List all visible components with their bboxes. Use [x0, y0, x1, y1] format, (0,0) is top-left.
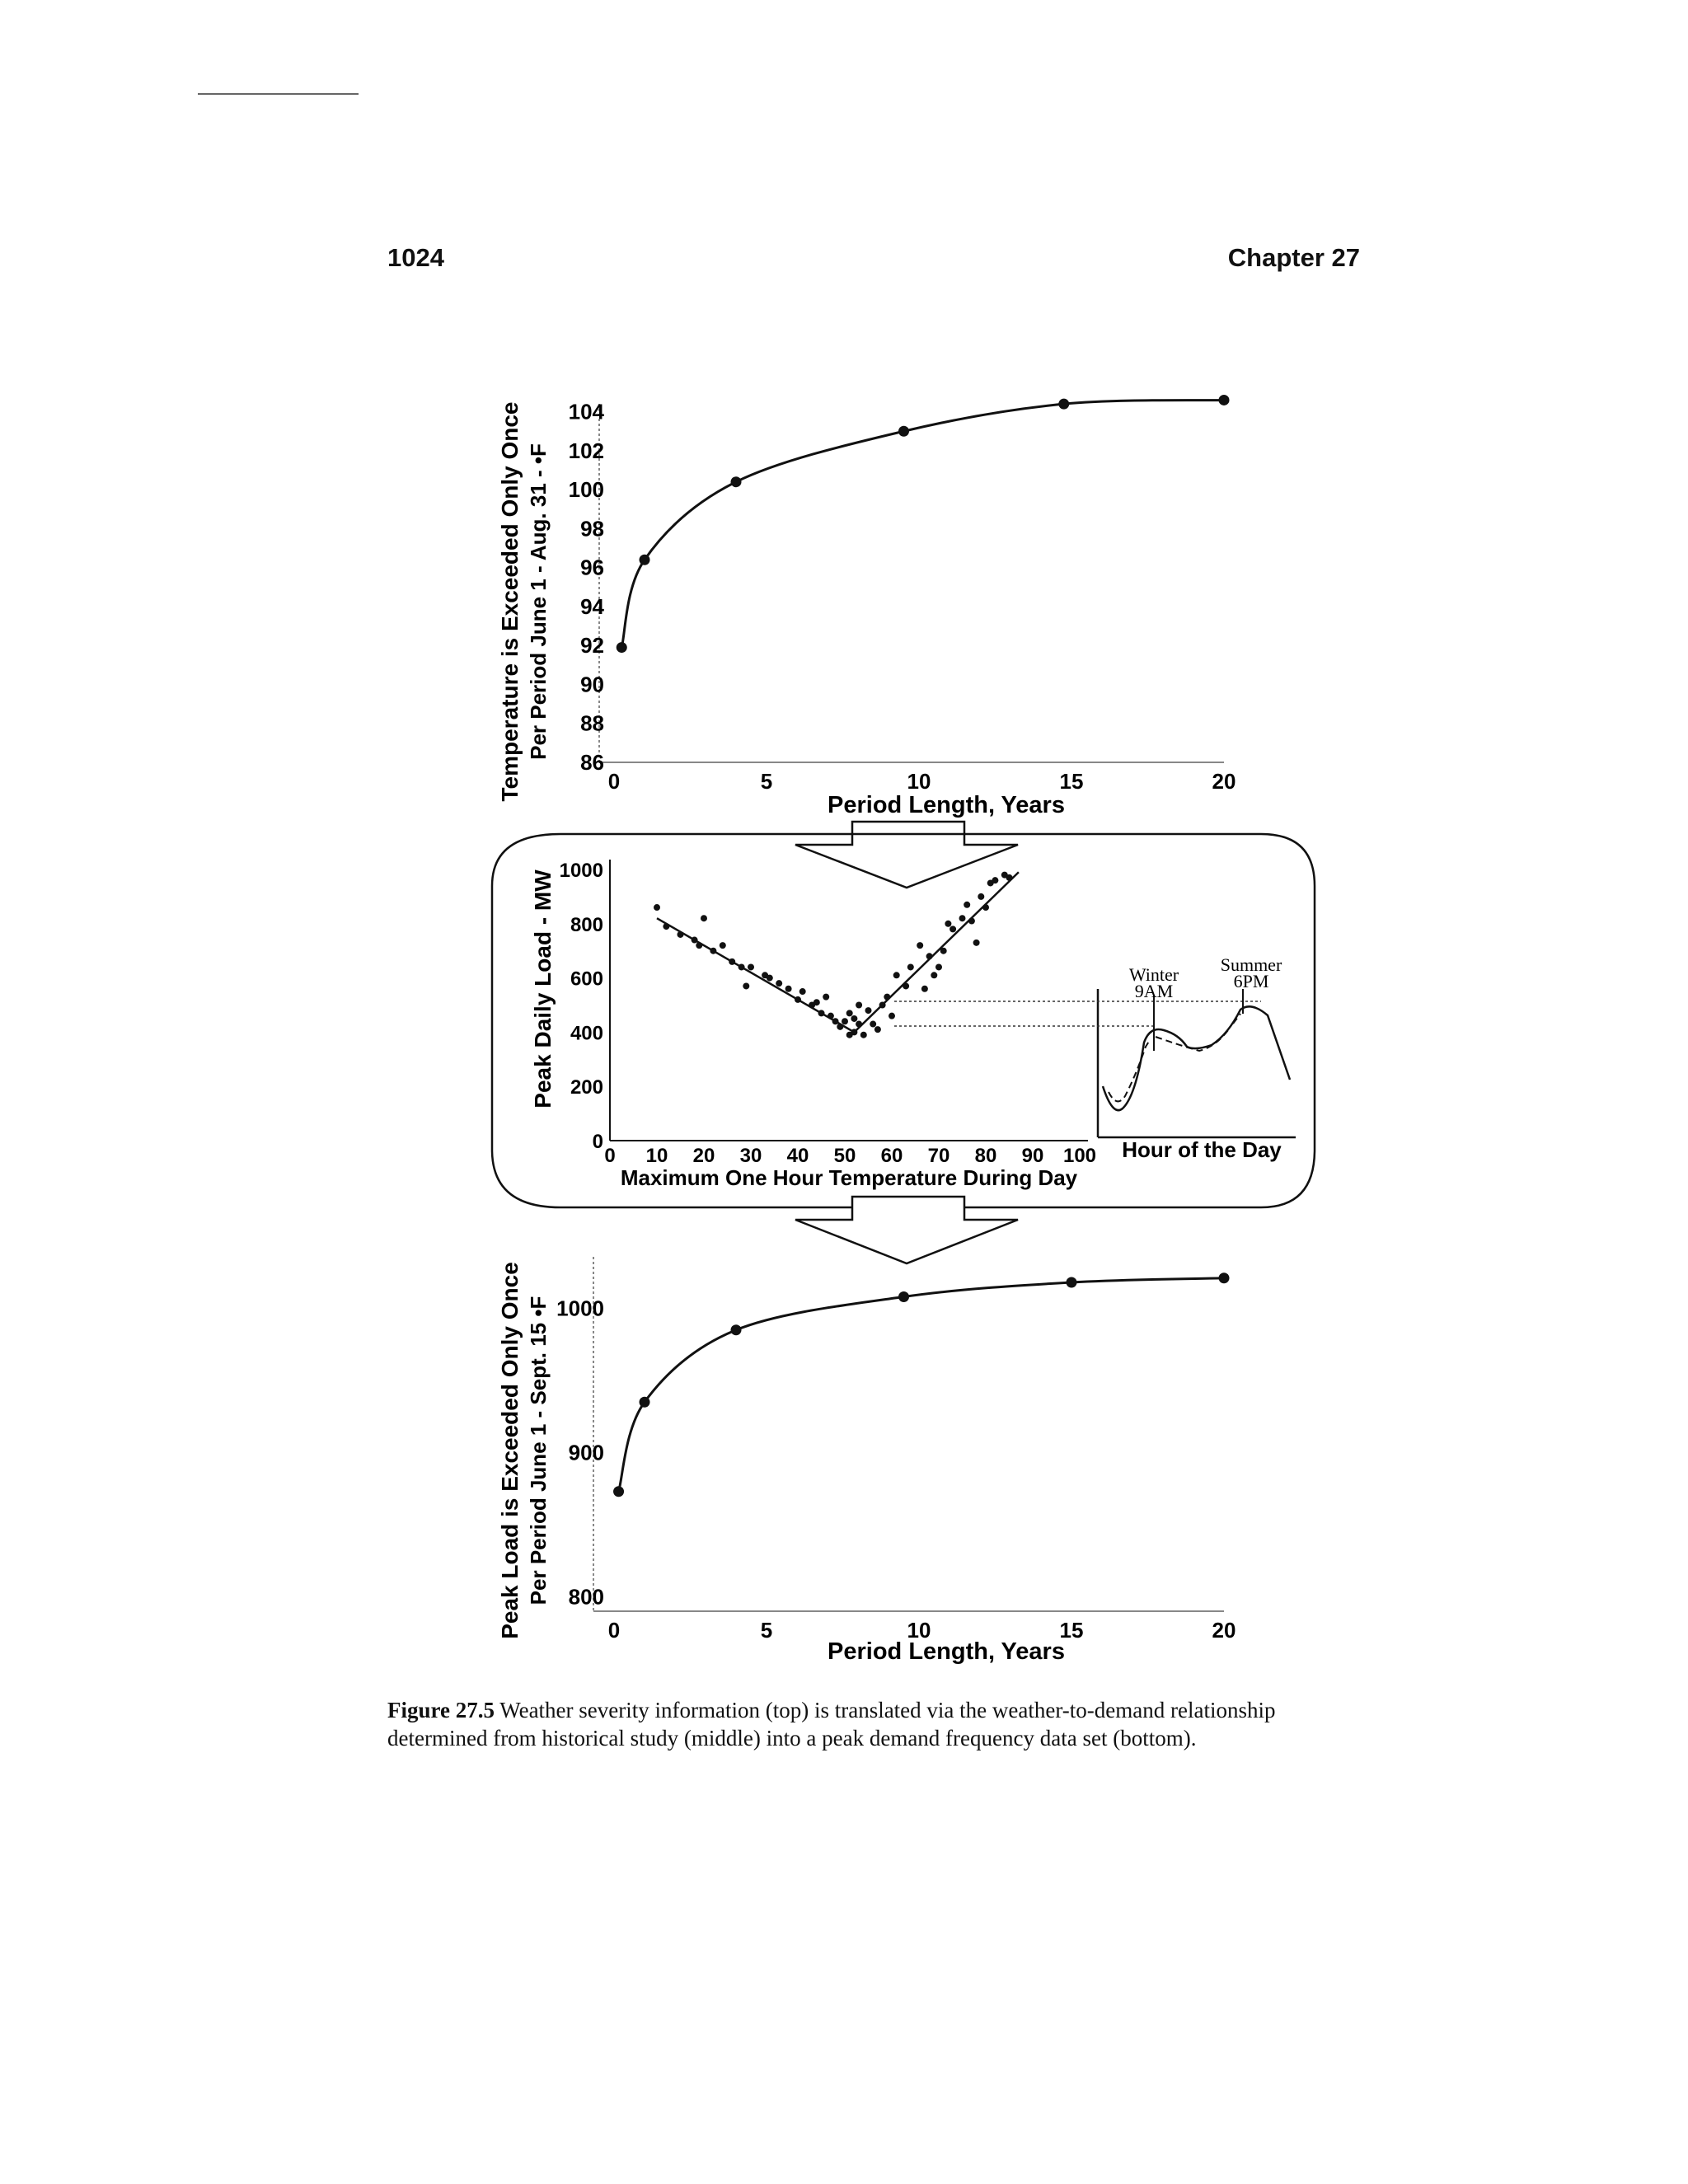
top-y-tick-label: 92: [580, 633, 604, 658]
top-y-tick-label: 90: [580, 672, 604, 697]
top-x-tick-label: 5: [760, 769, 773, 794]
middle-scatter-point: [743, 982, 749, 989]
middle-scatter-point: [893, 972, 900, 978]
middle-scatter-point: [856, 1002, 862, 1009]
middle-y-tick-label: 200: [570, 1076, 603, 1099]
top-x-axis-label: Period Length, Years: [828, 792, 1065, 818]
middle-scatter-point: [931, 972, 937, 978]
middle-x-tick-label: 50: [833, 1145, 856, 1167]
middle-y-tick-label: 1000: [559, 860, 603, 882]
top-x-tick-label: 20: [1212, 769, 1236, 794]
top-data-point: [731, 476, 742, 487]
middle-scatter-point: [748, 963, 754, 970]
middle-x-tick-label: 100: [1062, 1145, 1097, 1167]
bot-x-tick-label: 10: [907, 1618, 931, 1643]
bottom-x-axis-label: Period Length, Years: [828, 1638, 1065, 1665]
middle-scatter-point: [959, 915, 966, 921]
bot-data-point: [613, 1486, 624, 1497]
middle-y-tick-label: 600: [570, 968, 603, 991]
middle-scatter-point: [785, 986, 792, 992]
top-x-tick-label: 10: [907, 769, 931, 794]
inset-summer-label-2: 6PM: [1233, 971, 1269, 991]
top-y-tick-label: 100: [568, 477, 604, 503]
chapter-title: Chapter 27: [1227, 243, 1360, 272]
top-x-tick-label: 0: [607, 769, 621, 794]
top-data-point: [898, 426, 909, 437]
middle-scatter-point: [865, 1007, 872, 1014]
middle-scatter-point: [654, 904, 660, 911]
inset-winter-curve: [1109, 1014, 1240, 1101]
arrow-top-to-middle: [795, 822, 1018, 888]
page-number: 1024: [387, 243, 444, 272]
middle-scatter-point: [823, 994, 829, 1001]
middle-scatter-point: [776, 980, 782, 987]
inset-x-axis-label: Hour of the Day: [1122, 1137, 1282, 1162]
top-chart: [497, 395, 1236, 818]
middle-scatter-point: [870, 1021, 876, 1028]
bot-data-point: [898, 1291, 909, 1302]
middle-x-tick-label: 30: [739, 1145, 762, 1167]
top-data-point: [640, 555, 650, 565]
middle-scatter-point: [720, 942, 726, 949]
top-data-point: [1219, 395, 1230, 405]
middle-x-axis-label: Maximum One Hour Temperature During Day: [620, 1165, 1078, 1190]
middle-x-tick-label: 40: [786, 1145, 809, 1167]
middle-scatter-point: [907, 963, 914, 970]
bot-x-tick-label: 5: [760, 1618, 773, 1643]
middle-scatter-point: [964, 902, 970, 908]
middle-scatter-point: [889, 1013, 895, 1019]
middle-scatter-point: [846, 1010, 853, 1016]
middle-scatter-point: [851, 1015, 857, 1022]
bot-data-point: [1067, 1277, 1077, 1288]
middle-scatter-point: [799, 988, 806, 995]
top-x-tick-label: 15: [1059, 769, 1084, 794]
bottom-y-axis-label-line1: Peak Load is Exceeded Only Once: [497, 1262, 523, 1639]
caption-text: Weather severity information (top) is translated via the weather-to-demand relationship determined from historical study (middle) into a peak demand frequency data set (bottom).: [387, 1698, 1276, 1750]
bot-y-tick-label: 800: [568, 1584, 604, 1610]
bot-y-tick-label: 1000: [556, 1296, 604, 1321]
top-y-tick-label: 88: [580, 710, 604, 736]
bot-y-tick-label: 900: [568, 1440, 604, 1465]
top-y-tick-label: 96: [580, 555, 604, 580]
top-y-axis-label-line1: Temperature is Exceeded Only Once: [497, 401, 523, 802]
middle-scatter-point: [950, 926, 956, 932]
bot-data-point: [731, 1324, 742, 1335]
bot-data-point: [1219, 1272, 1230, 1283]
middle-y-tick-label: 400: [570, 1022, 603, 1045]
middle-scatter-point: [917, 942, 923, 949]
middle-x-tick-label: 10: [645, 1145, 668, 1167]
middle-x-tick-label: 60: [880, 1145, 903, 1167]
top-y-axis-label-line2: Per Period June 1 - Aug. 31 - •F: [526, 443, 551, 760]
top-y-tick-label: 94: [580, 593, 604, 619]
top-data-point: [1058, 399, 1069, 410]
bot-x-tick-label: 0: [607, 1618, 621, 1643]
bottom-curve: [619, 1278, 1224, 1492]
middle-scatter-point: [921, 986, 928, 992]
middle-x-tick-label: 80: [974, 1145, 997, 1167]
inset-daily-load: [894, 954, 1296, 1162]
inset-summer-label-1: Summer: [1220, 954, 1282, 975]
middle-scatter-point: [860, 1032, 867, 1038]
middle-scatter-point: [978, 893, 984, 900]
middle-x-tick-label: 70: [927, 1145, 950, 1167]
middle-y-tick-label: 800: [570, 913, 603, 936]
bot-x-tick-label: 15: [1059, 1618, 1084, 1643]
caption-label: Figure 27.5: [387, 1698, 495, 1722]
top-curve: [621, 400, 1224, 647]
top-y-tick-label: 98: [580, 516, 604, 541]
top-data-point: [617, 642, 627, 653]
middle-scatter-point: [814, 999, 820, 1005]
inset-winter-label-2: 9AM: [1134, 981, 1174, 1001]
middle-x-tick-label: 90: [1021, 1145, 1044, 1167]
middle-scatter-point: [701, 915, 707, 921]
inset-summer-curve: [1103, 1006, 1290, 1110]
middle-scatter-point: [992, 877, 998, 883]
bottom-chart: [497, 1257, 1236, 1665]
middle-scatter-point: [945, 921, 951, 927]
middle-y-tick-label: 0: [592, 1131, 603, 1153]
inset-winter-label-1: Winter: [1128, 964, 1179, 985]
top-y-tick-label: 86: [580, 750, 604, 775]
middle-scatter-point: [767, 975, 773, 982]
bot-data-point: [640, 1397, 650, 1408]
bottom-y-axis-label-line2: Per Period June 1 - Sept. 15 •F: [526, 1296, 551, 1605]
middle-panel: [492, 834, 1315, 1207]
middle-scatter-point: [874, 1026, 881, 1033]
middle-x-tick-label: 0: [604, 1145, 616, 1167]
middle-scatter-point: [935, 963, 942, 970]
middle-scatter-point: [973, 940, 980, 946]
figure-caption: [387, 1696, 1367, 1752]
top-y-tick-label: 102: [568, 438, 604, 463]
middle-y-axis-label: Peak Daily Load - MW: [530, 869, 556, 1108]
middle-x-tick-label: 20: [692, 1145, 715, 1167]
bot-x-tick-label: 20: [1212, 1618, 1236, 1643]
middle-scatter-point: [842, 1018, 848, 1024]
top-y-tick-label: 104: [568, 399, 604, 424]
